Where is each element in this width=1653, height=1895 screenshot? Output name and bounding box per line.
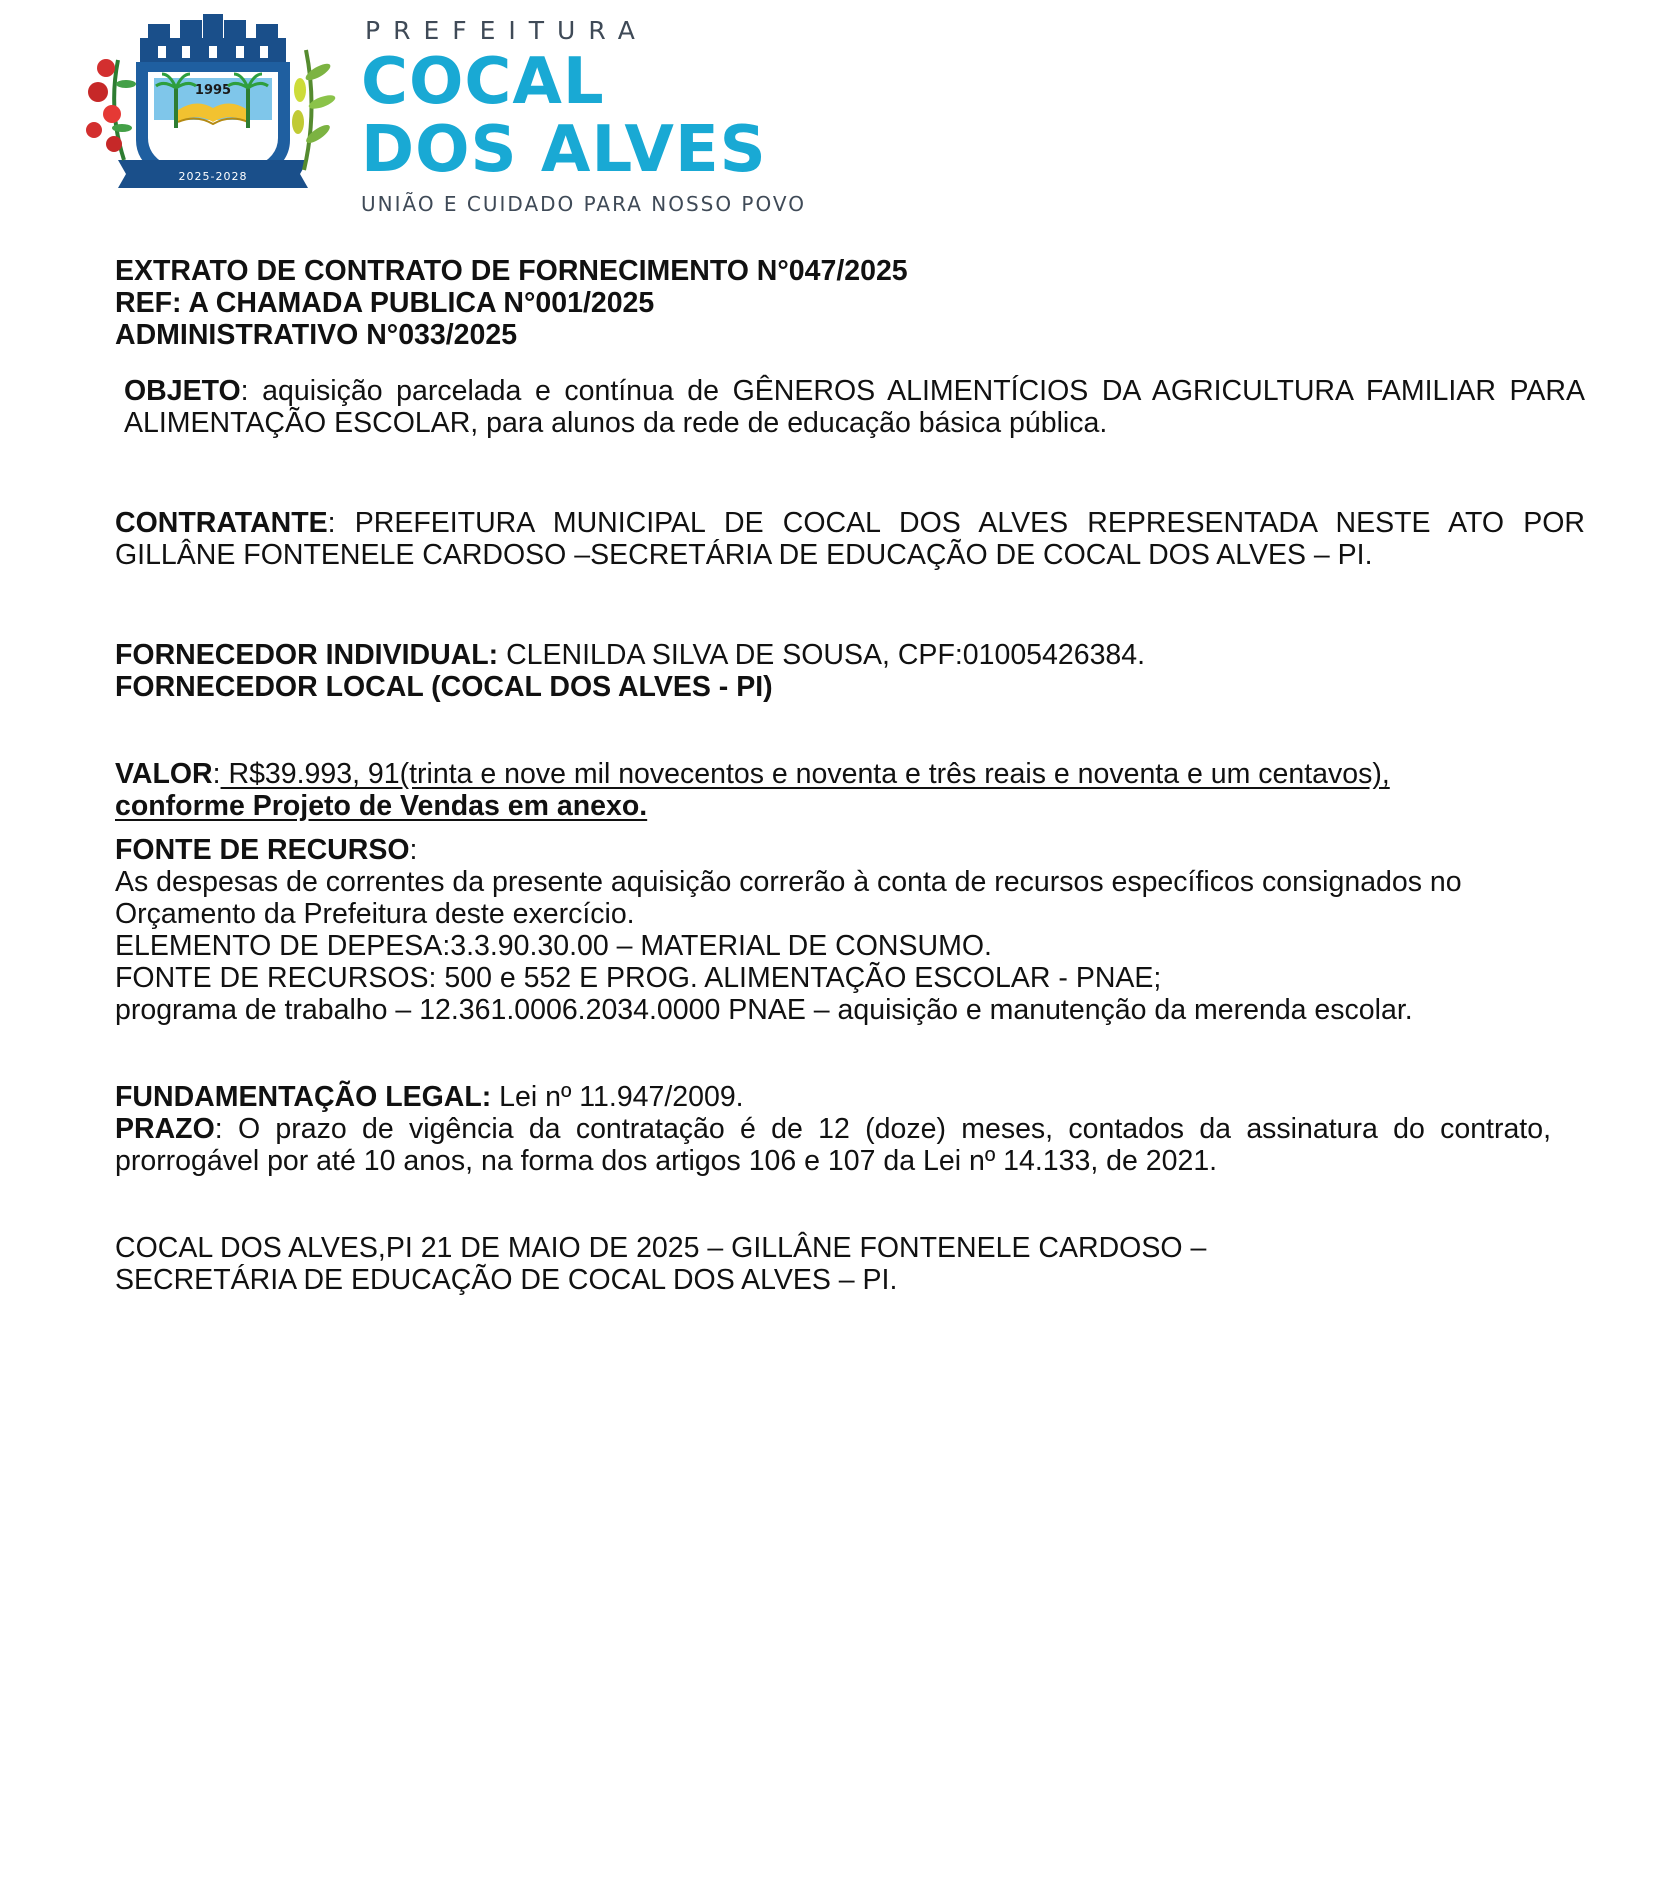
brand-name-line-1: COCAL — [361, 45, 605, 119]
objeto-text: : aquisição parcelada e contínua de GÊNEROS ALIMENTÍCIOS DA AGRICULTURA FAMILIAR PARA ALIMENTAÇÃO ESCOLAR, para alunos da rede de educação básica pública. — [124, 375, 1585, 439]
brand-name-line-2: DOS ALVES — [361, 113, 767, 187]
corn-plant-icon — [292, 50, 337, 170]
fonte-line: programa de trabalho – 12.361.0006.2034.0000 PNAE – aquisição e manutenção da merenda escolar. — [115, 994, 1413, 1026]
fundamentacao-text: Lei nº 11.947/2009. — [491, 1081, 744, 1113]
brand-prefix: PREFEITURA — [365, 16, 648, 45]
fundamentacao-section — [115, 1081, 1585, 1113]
title-line: REF: A CHAMADA PUBLICA N°001/2025 — [115, 287, 655, 319]
valor-text: R$39.993, 91(trinta e nove mil novecentos e noventa e três reais e noventa e um centavos), — [220, 758, 1390, 790]
document-title — [115, 255, 1585, 351]
contract-extract-document — [115, 255, 1585, 1296]
fundamentacao-label: FUNDAMENTAÇÃO LEGAL: — [115, 1081, 492, 1113]
objeto-section — [115, 375, 1585, 439]
brand-tagline: UNIÃO E CUIDADO PARA NOSSO POVO — [361, 192, 806, 216]
brand-wordmark — [361, 16, 881, 216]
prazo-section — [115, 1113, 1551, 1177]
valor-bold-tail: conforme Projeto de Vendas em anexo. — [115, 790, 648, 822]
fonte-line: As despesas de correntes da presente aquisição correrão à conta de recursos específicos consignados no Orçamento da Prefeitura deste exercício. — [115, 866, 1462, 930]
closing-line: COCAL DOS ALVES,PI 21 DE MAIO DE 2025 – GILLÂNE FONTENELE CARDOSO – — [115, 1232, 1207, 1264]
title-line: EXTRATO DE CONTRATO DE FORNECIMENTO N°047/2025 — [115, 255, 908, 287]
crest-ribbon-bottom: 2025-2028 — [178, 170, 248, 183]
castle-crown-icon — [140, 14, 286, 64]
fonte-line: ELEMENTO DE DEPESA:3.3.90.30.00 – MATERIAL DE CONSUMO. — [115, 930, 992, 962]
fonte-line: FONTE DE RECURSOS: 500 e 552 E PROG. ALIMENTAÇÃO ESCOLAR - PNAE; — [115, 962, 1162, 994]
red-flowers-icon — [86, 59, 136, 160]
crest-ribbon-top: GESTÃO — [179, 144, 247, 157]
title-line: ADMINISTRATIVO N°033/2025 — [115, 319, 518, 351]
fonte-label: FONTE DE RECURSO — [115, 834, 410, 866]
closing-line: SECRETÁRIA DE EDUCAÇÃO DE COCAL DOS ALVES – PI. — [115, 1264, 898, 1296]
fornecedor-label: FORNECEDOR INDIVIDUAL: — [115, 639, 499, 671]
fornecedor-section — [115, 639, 1585, 671]
fornecedor-text: CLENILDA SILVA DE SOUSA, CPF:01005426384. — [498, 639, 1146, 671]
contratante-section — [115, 507, 1585, 571]
letterhead — [78, 10, 878, 216]
objeto-label: OBJETO — [124, 375, 241, 407]
fonte-heading — [115, 834, 1585, 866]
contratante-label: CONTRATANTE — [115, 507, 328, 539]
valor-section — [115, 758, 1405, 822]
municipal-crest-logo — [78, 10, 348, 205]
fonte-colon: : — [409, 834, 418, 866]
prazo-label: PRAZO — [115, 1113, 215, 1145]
valor-label: VALOR — [115, 758, 213, 790]
prazo-text: : O prazo de vigência da contratação é de 12 (doze) meses, contados da assinatura do contrato, prorrogável por até 10 anos, na forma dos artigos 106 e 107 da Lei nº 14.133, de 2021. — [115, 1113, 1551, 1177]
fornecedor-local: FORNECEDOR LOCAL (COCAL DOS ALVES - PI) — [115, 671, 773, 703]
valor-colon: : — [212, 758, 221, 790]
crest-year: 1995 — [194, 83, 232, 98]
contratante-text: : PREFEITURA MUNICIPAL DE COCAL DOS ALVES REPRESENTADA NESTE ATO POR GILLÂNE FONTENELE CARDOSO –SECRETÁRIA DE EDUCAÇÃO DE COCAL DOS ALVES – PI. — [115, 507, 1585, 571]
